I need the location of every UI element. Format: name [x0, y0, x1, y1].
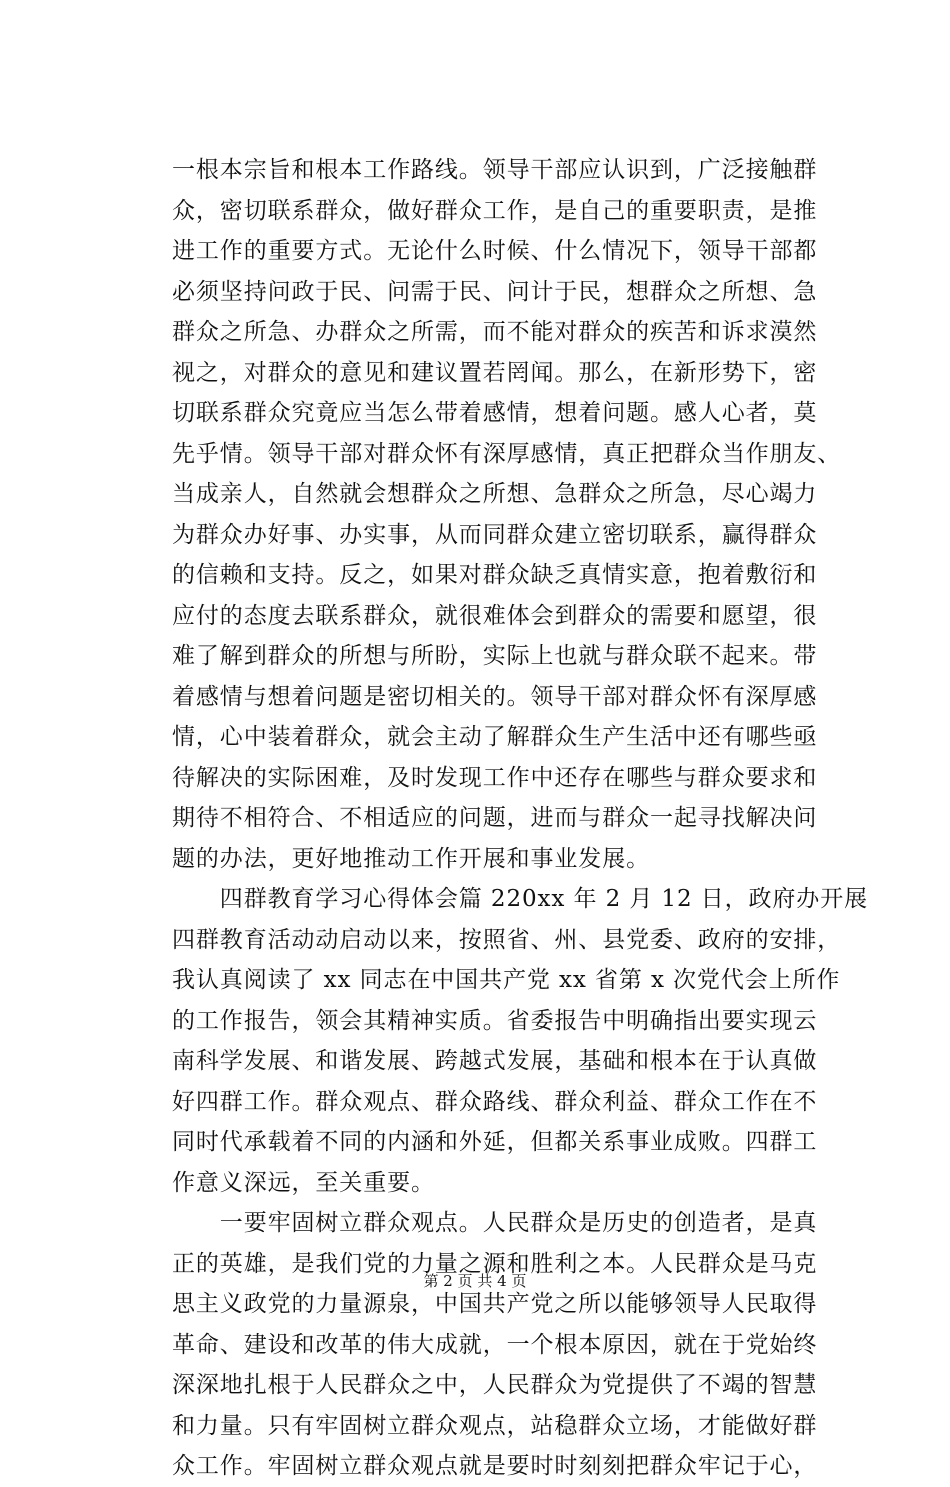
text-line: 难了解到群众的所想与所盼，实际上也就与群众联不起来。带 — [172, 643, 818, 669]
text-line: 应付的态度去联系群众，就很难体会到群众的需要和愿望，很 — [172, 602, 818, 629]
text-line: 一根本宗旨和根本工作路线。领导干部应认识到，广泛接触群 — [172, 157, 818, 183]
text-line: 南科学发展、和谐发展、跨越式发展，基础和根本在于认真做 — [172, 1048, 818, 1074]
text-line: 我认真阅读了 xx 同志在中国共产党 xx 省第 x 次党代会上所作 — [172, 967, 841, 993]
text-line: 作意义深远，至关重要。 — [172, 1169, 435, 1196]
text-line: 必须坚持问政于民、问需于民、问计于民，想群众之所想、急 — [172, 278, 818, 305]
paragraph-start-line: 一要牢固树立群众观点。人民群众是历史的创造者，是真 — [172, 1210, 818, 1236]
text-line: 待解决的实际困难，及时发现工作中还存在哪些与群众要求和 — [172, 764, 818, 791]
text-line: 和力量。只有牢固树立群众观点，站稳群众立场，才能做好群 — [172, 1412, 818, 1439]
text-line: 视之，对群众的意见和建议置若罔闻。那么，在新形势下，密 — [172, 359, 818, 386]
text-line: 为群众办好事、办实事，从而同群众建立密切联系，赢得群众 — [172, 521, 818, 548]
text-line: 好四群工作。群众观点、群众路线、群众利益、群众工作在不 — [172, 1088, 818, 1115]
text-line: 思主义政党的力量源泉，中国共产党之所以能够领导人民取得 — [172, 1291, 818, 1317]
text-line: 当成亲人，自然就会想群众之所想、急群众之所急，尽心竭力 — [172, 481, 818, 507]
text-line: 革命、建设和改革的伟大成就，一个根本原因，就在于党始终 — [172, 1331, 818, 1358]
text-line: 切联系群众究竟应当怎么带着感情，想着问题。感人心者，莫 — [172, 400, 818, 426]
text-line: 进工作的重要方式。无论什么时候、什么情况下，领导干部都 — [172, 238, 818, 264]
text-line: 期待不相符合、不相适应的问题，进而与群众一起寻找解决问 — [172, 805, 818, 831]
text-line: 深深地扎根于人民群众之中，人民群众为党提供了不竭的智慧 — [172, 1372, 818, 1398]
text-line: 的信赖和支持。反之，如果对群众缺乏真情实意，抱着敷衍和 — [172, 562, 818, 588]
paragraph-start-line: 四群教育学习心得体会篇 220xx 年 2 月 12 日，政府办开展 — [172, 886, 869, 912]
page-number-footer: 第 2 页 共 4 页 — [423, 1272, 527, 1290]
text-line: 情，心中装着群众，就会主动了解群众生产生活中还有哪些亟 — [172, 724, 818, 750]
text-line: 正的英雄，是我们党的力量之源和胜利之本。人民群众是马克 — [172, 1250, 818, 1277]
text-line: 群众之所急、办群众之所需，而不能对群众的疾苦和诉求漠然 — [172, 319, 818, 345]
text-line: 同时代承载着不同的内涵和外延，但都关系事业成败。四群工 — [172, 1129, 818, 1155]
text-line: 先乎情。领导干部对群众怀有深厚感情，真正把群众当作朋友、 — [172, 440, 842, 467]
text-line: 题的办法，更好地推动工作开展和事业发展。 — [172, 845, 650, 872]
text-line: 着感情与想着问题是密切相关的。领导干部对群众怀有深厚感 — [172, 683, 818, 710]
text-line: 众，密切联系群众，做好群众工作，是自己的重要职责，是推 — [172, 197, 818, 224]
text-line: 四群教育活动动启动以来，按照省、州、县党委、政府的安排， — [172, 926, 842, 953]
text-line: 的工作报告，领会其精神实质。省委报告中明确指出要实现云 — [172, 1007, 818, 1034]
text-line: 众工作。牢固树立群众观点就是要时时刻刻把群众牢记于心， — [172, 1453, 818, 1479]
